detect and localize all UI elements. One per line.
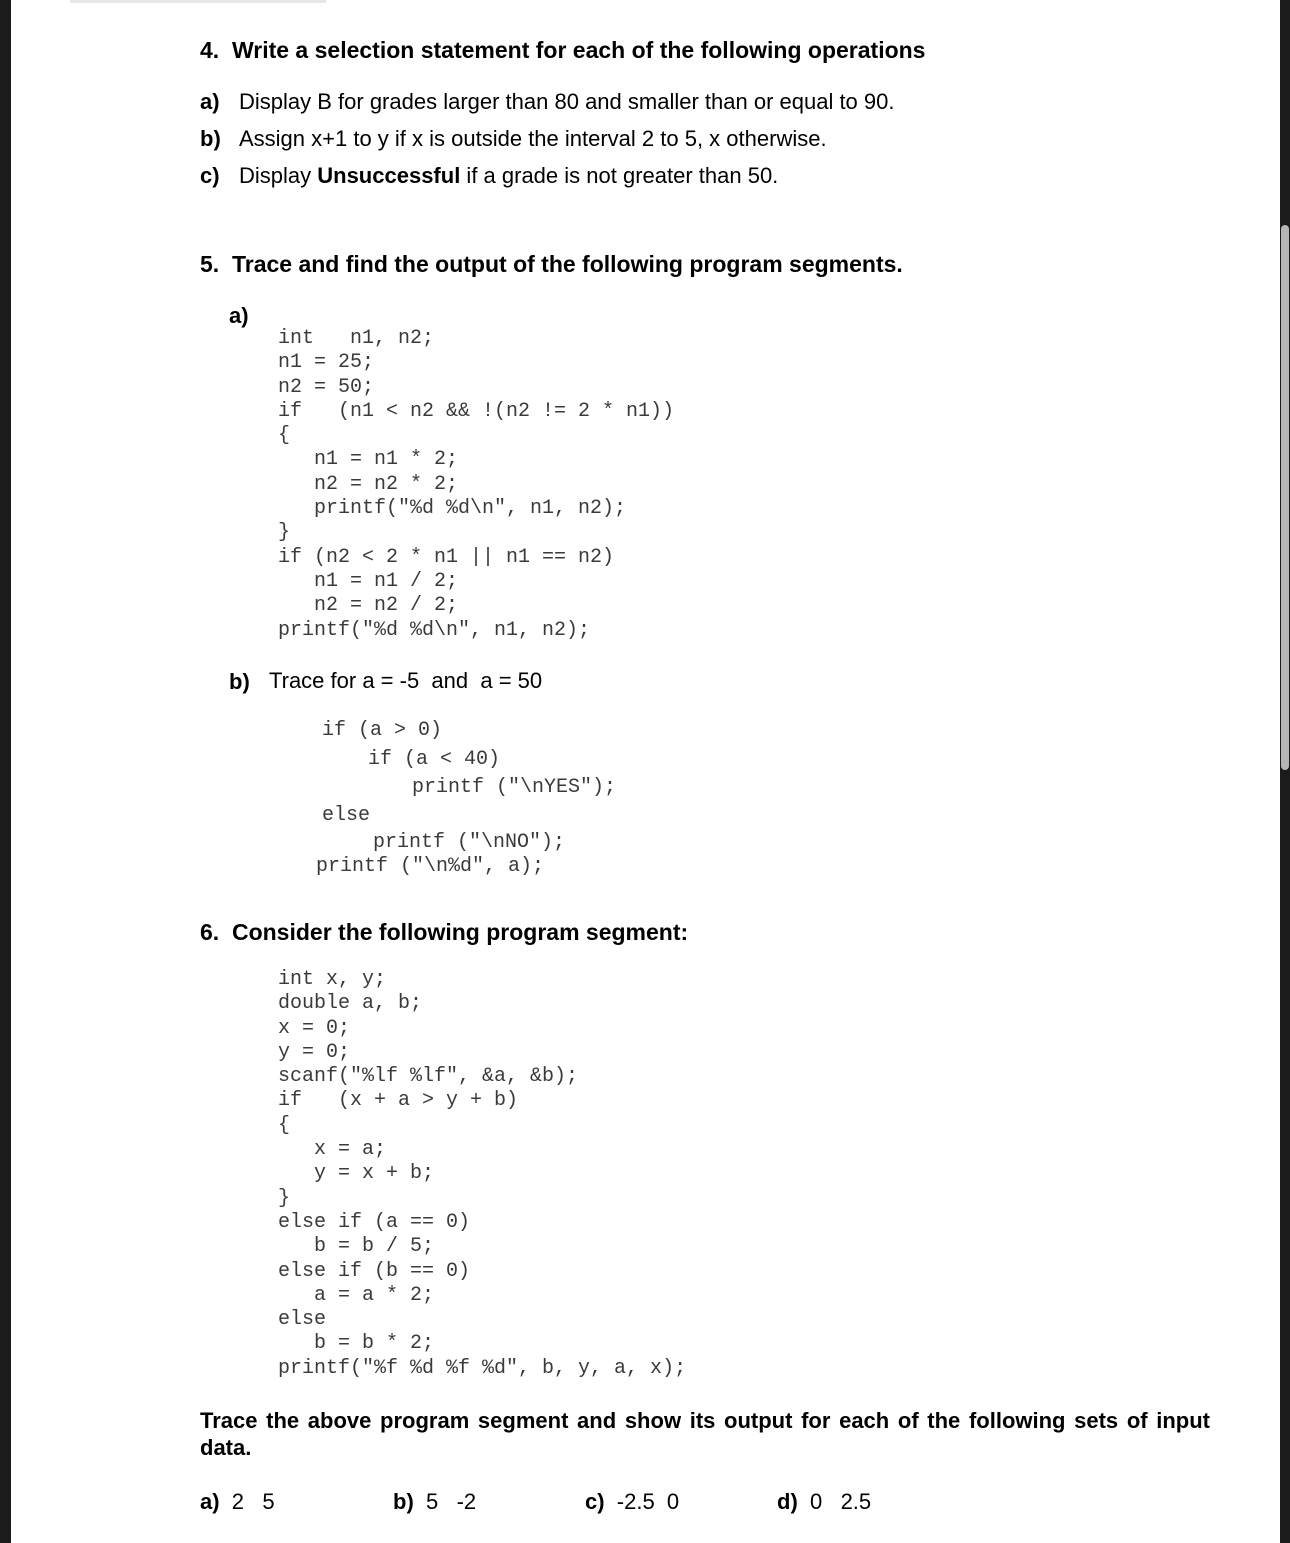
q5-code-b-line-3: printf ("\nYES"); [412,776,617,799]
q4-item-c-post: if a grade is not greater than 50. [460,163,779,188]
q6-code: int x, y; double a, b; x = 0; y = 0; scanf("%lf %lf", &a, &b); if (x + a > y + b) { x = a; y = x + b; } else if (a == 0) b = b / 5; else if (b == 0) a = a * 2; else b = b * 2; printf("%f %d %f %d", b, y, a, x); [278,968,687,1380]
q4-item-c-pre: Display [239,163,318,188]
q4-item-c [200,163,220,189]
q4-item-a-label: a) [200,89,220,114]
q5-code-a: int n1, n2; n1 = 25; n2 = 50; if (n1 < n2 && !(n2 != 2 * n1)) { n1 = n1 * 2; n2 = n2 * 2; printf("%d %d\n", n1, n2); } if (n2 < 2 * n1 || n1 == n2) n1 = n1 / 2; n2 = n2 / 2; printf("%d %d\n", n1, n2); [278,327,675,642]
q6-input-a-values: 2 5 [231,1489,275,1514]
q4-item-a [200,89,220,115]
q6-input-d-values: 0 2.5 [810,1489,872,1514]
q5-b-label: b) [229,669,250,694]
q5-code-b-line-5: printf ("\nNO"); [373,831,566,854]
scrollbar-thumb[interactable] [1281,225,1289,770]
q5-code-b-line-4: else [322,804,371,827]
q4-item-b-label: b) [200,126,221,151]
q4-title: 4. Write a selection statement for each of the following operations [200,37,926,63]
q5-code-b-line-2: if (a < 40) [368,748,501,771]
q5-a-label: a) [229,303,249,328]
q6-input-d [777,1489,871,1515]
q4-item-a-text: Display B for grades larger than 80 and smaller than or equal to 90. [239,89,895,114]
q6-input-c-values: -2.5 0 [616,1489,680,1514]
q4-item-c-label: c) [200,163,220,188]
q5-code-b-line-6: printf ("\n%d", a); [316,855,545,878]
q4-item-b [200,126,221,152]
q4-item-c-bold: Unsuccessful [317,163,461,188]
q5-b-text: Trace for a = -5 and a = 50 [269,668,543,693]
left-window-edge [0,0,11,1543]
q6-input-b-label: b) [393,1489,414,1514]
q6-input-b [393,1489,476,1515]
q6-input-c [585,1489,679,1515]
q6-instruction: Trace the above program segment and show its output for each of the following sets of input data. [200,1408,1210,1460]
top-tab-strip [70,0,326,3]
q6-input-c-label: c) [585,1489,605,1514]
q6-input-a [200,1489,275,1515]
q6-input-b-values: 5 -2 [426,1489,477,1514]
q5-title: 5. Trace and find the output of the following program segments. [200,251,903,277]
q6-input-a-label: a) [200,1489,220,1514]
q5-code-b-line-1: if (a > 0) [322,719,443,742]
q6-title: 6. Consider the following program segment: [200,919,689,945]
q4-item-b-text: Assign x+1 to y if x is outside the interval 2 to 5, x otherwise. [239,126,827,151]
q6-input-d-label: d) [777,1489,798,1514]
q4-item-c-text [239,163,778,189]
